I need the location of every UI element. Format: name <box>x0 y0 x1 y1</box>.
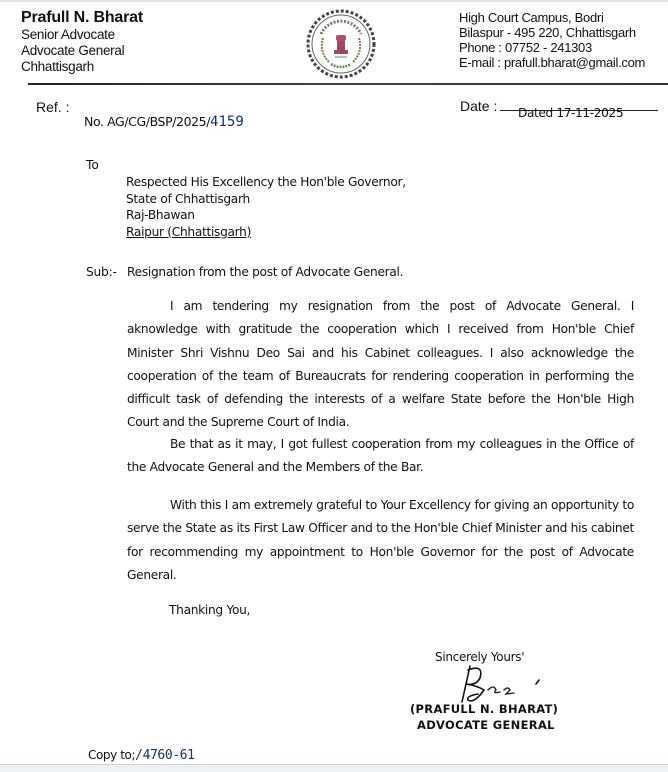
copy-to <box>88 748 195 763</box>
subject-label: Sub:- <box>86 265 117 279</box>
salutation: Sincerely Yours' <box>435 650 525 664</box>
address-line-2: Bilaspur - 495 220, Chhattisgarh <box>459 25 636 40</box>
ref-label: Ref. : <box>36 99 70 115</box>
address-line-1: High Court Campus, Bodri <box>459 10 604 25</box>
signatory-title: ADVOCATE GENERAL <box>417 718 555 732</box>
top-border <box>0 0 668 2</box>
sender-name: Prafull N. Bharat <box>21 9 143 26</box>
sender-designation-1: Senior Advocate <box>21 27 115 42</box>
copy-to-handwritten: /4760-61 <box>135 748 195 763</box>
body-paragraph-2: Be that as it may, I got fullest cooperation from my colleagues in the Office of the Advocate General and the Members of the Bar. <box>127 437 634 475</box>
sender-designation-2: Advocate General <box>21 43 125 58</box>
handwritten-signature-icon <box>444 660 554 708</box>
addressee-line-4: Raipur (Chhattisgarh) <box>126 224 252 239</box>
addressee-line-3: Raj-Bhawan <box>126 208 195 222</box>
addressee-block <box>126 174 406 240</box>
ref-number <box>84 114 244 130</box>
letterhead-right <box>459 10 645 70</box>
phone: Phone : 07752 - 241303 <box>459 40 592 55</box>
closing-line: Thanking You, <box>169 603 251 617</box>
state-emblem-icon <box>305 8 377 80</box>
ref-number-prefix: No. AG/CG/BSP/2025/ <box>84 114 211 129</box>
email: E-mail : prafull.bharat@gmail.com <box>459 55 646 70</box>
date-label: Date : <box>460 98 498 114</box>
copy-to-label: Copy to; <box>88 748 136 762</box>
date-value: Dated 17-11-2025 <box>518 106 624 120</box>
subject-text: Resignation from the post of Advocate General. <box>127 265 404 279</box>
body-paragraph-3: With this I am extremely grateful to Your Excellency for giving an opportunity to serve the State as its First Law Officer and to the Hon'ble Chief Minister and his cabinet for recommending my appointment to Hon'ble Governor for the post of Advocate General. <box>127 498 635 582</box>
addressee-line-1: Respected His Excellency the Hon'ble Governor, <box>126 175 406 189</box>
to-label: To <box>86 158 99 172</box>
addressee-line-2: State of Chhattisgarh <box>126 191 250 206</box>
letterhead-left <box>21 9 143 75</box>
ref-number-handwritten: 4159 <box>210 114 244 130</box>
letterhead-divider <box>28 83 668 85</box>
body-paragraph-1: I am tendering my resignation from the post of Advocate General. I aknowledge with gratitude the cooperation which I received from Hon'ble Chief Minister Shri Vishnu Deo Sai and his Cabinet colleagues. I also acknowledge the cooperation of the team of Bureaucrats for rendering cooperation in performing the difficult task of defending the interests of a welfare State before the Hon'ble High Court and the Supreme Court of India. <box>127 299 634 430</box>
sender-state: Chhattisgarh <box>21 59 94 74</box>
signatory-name: (PRAFULL N. BHARAT) <box>410 702 559 716</box>
